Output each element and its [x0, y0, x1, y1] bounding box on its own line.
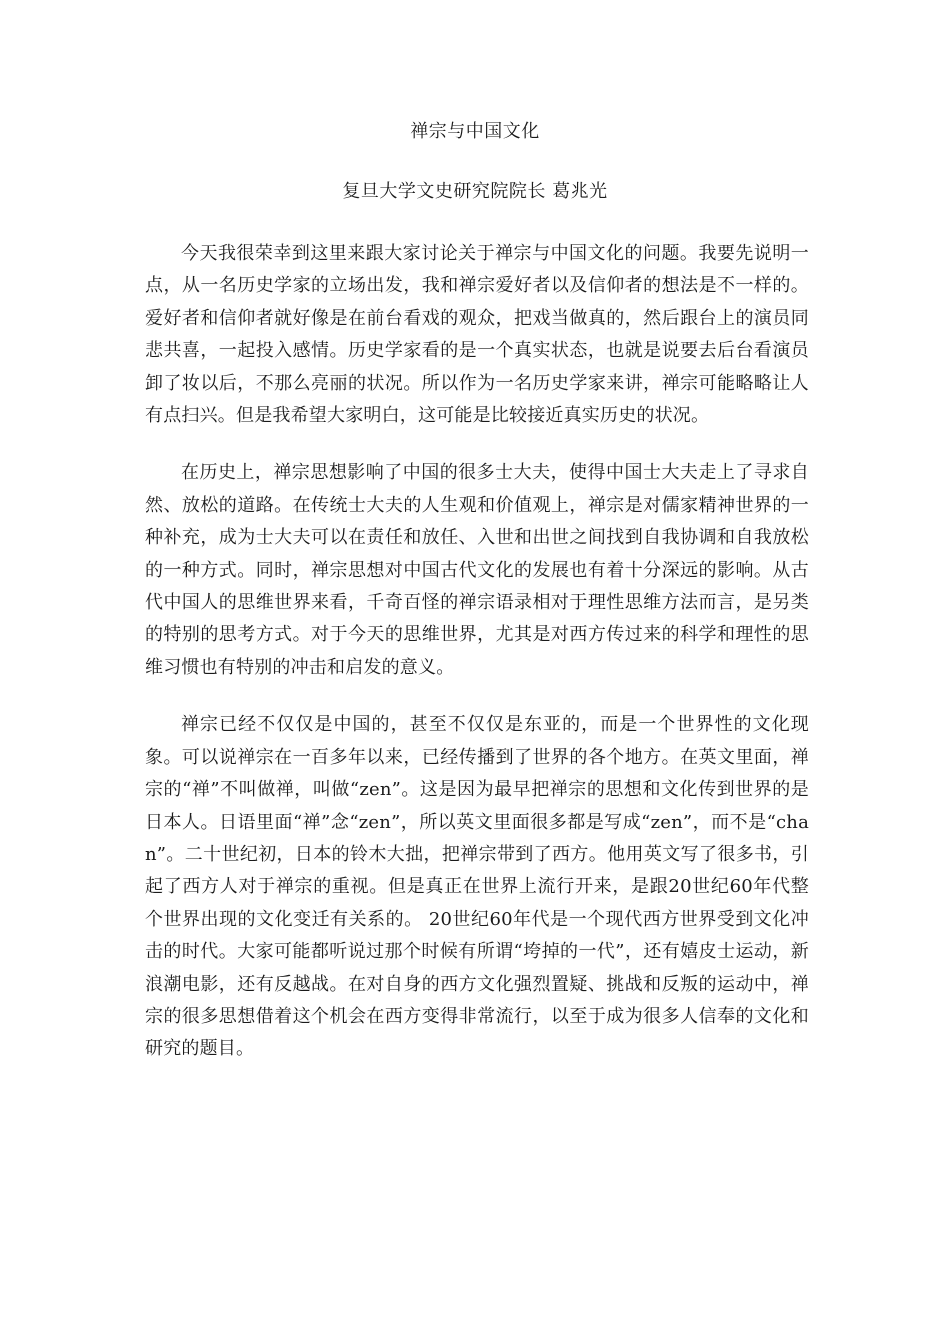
paragraph-1: 今天我很荣幸到这里来跟大家讨论关于禅宗与中国文化的问题。我要先说明一点，从一名历史学家的立场出发，我和禅宗爱好者以及信仰者的想法是不一样的。爱好者和信仰者就好像是在前台看戏的观众，把戏当做真的，然后跟台上的演员同悲共喜，一起投入感情。历史学家看的是一个真实状态，也就是说要去后台看演员卸了妆以后，不那么亮丽的状况。所以作为一名历史学家来讲，禅宗可能略略让人有点扫兴。但是我希望大家明白，这可能是比较接近真实历史的状况。	[145, 243, 809, 427]
document-body	[145, 238, 809, 1091]
author-line: 复旦大学文史研究院院长 葛兆光	[342, 181, 608, 202]
paragraph-2: 在历史上，禅宗思想影响了中国的很多士大夫，使得中国士大夫走上了寻求自然、放松的道路。在传统士大夫的人生观和价值观上，禅宗是对儒家精神世界的一种补充，成为士大夫可以在责任和放任、入世和出世之间找到自我协调和自我放松的一种方式。同时，禅宗思想对中国古代文化的发展也有着十分深远的影响。从古代中国人的思维世界来看，千奇百怪的禅宗语录相对于理性思维方法而言，是另类的特别的思考方式。对于今天的思维世界，尤其是对西方传过来的科学和理性的思维习惯也有特别的冲击和启发的意义。	[145, 462, 809, 678]
document-title: 禅宗与中国文化	[410, 121, 540, 142]
paragraph-3: 禅宗已经不仅仅是中国的，甚至不仅仅是东亚的，而是一个世界性的文化现象。可以说禅宗在一百多年以来，已经传播到了世界的各个地方。在英文里面，禅宗的“禅”不叫做禅，叫做“zen”。这是因为最早把禅宗的思想和文化传到世界的是日本人。日语里面“禅”念“zen”，所以英文里面很多都是写成“zen”，而不是“chan”。二十世纪初，日本的铃木大拙，把禅宗带到了西方。他用英文写了很多书，引起了西方人对于禅宗的重视。但是真正在世界上流行开来，是跟20世纪60年代整个世界出现的文化变迁有关系的。 20世纪60年代是一个现代西方世界受到文化冲击的时代。大家可能都听说过那个时候有所谓“垮掉的一代”，还有嬉皮士运动，新浪潮电影，还有反越战。在对自身的西方文化强烈置疑、挑战和反叛的运动中，禅宗的很多思想借着这个机会在西方变得非常流行，以至于成为很多人信奉的文化和研究的题目。	[145, 714, 809, 1060]
